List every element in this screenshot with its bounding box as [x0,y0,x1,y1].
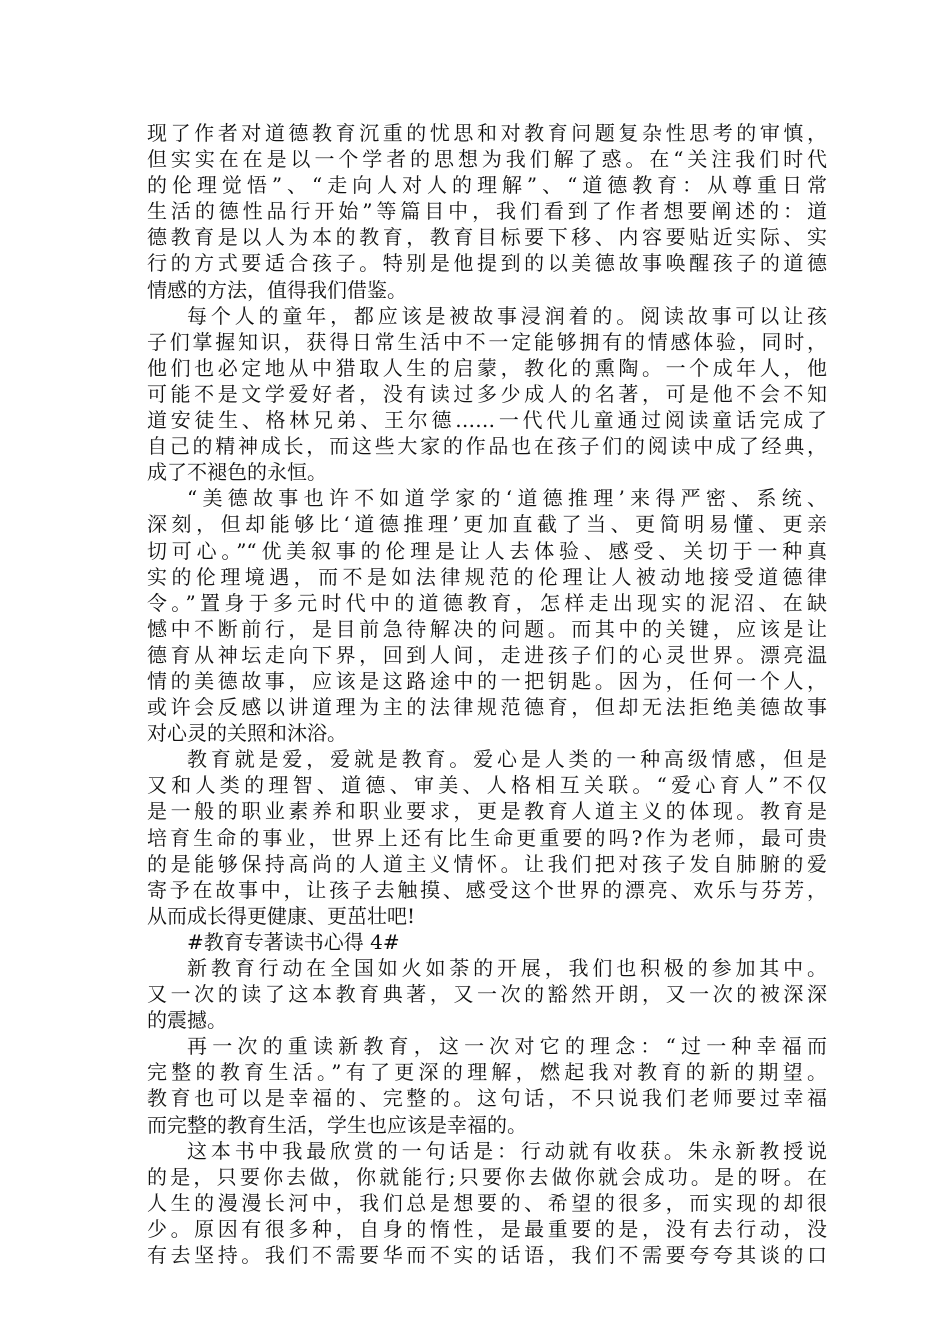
text-line: 人生的漫漫长河中，我们总是想要的、希望的很多，而实现的却很 [147,1190,827,1215]
paragraph [147,1138,827,1268]
text-line: 情感的方法，值得我们借鉴。 [147,277,407,302]
text-line: 寄予在故事中，让孩子去触摸、感受这个世界的漂亮、欢乐与芬芳， [147,877,827,902]
document-page [147,120,827,1268]
text-line: 培育生命的事业，世界上还有比生命更重要的吗?作为老师，最可贵 [147,825,827,850]
text-line: 成了不褪色的永恒。 [147,460,327,485]
text-line: #教育专著读书心得 4# [187,929,400,954]
text-line: 可能不是文学爱好者，没有读过多少成人的名著，可是他不会不知 [147,381,827,406]
text-line: 又和人类的理智、道德、审美、人格相互关联。“爱心育人”不仅 [147,773,827,798]
paragraph [147,485,827,746]
text-line: 子们掌握知识，获得日常生活中不一定能够拥有的情感体验，同时， [147,329,827,354]
text-line: 实的伦理境遇，而不是如法律规范的伦理让人被动地接受道德律 [147,564,827,589]
text-line: 生活的德性品行开始”等篇目中，我们看到了作者想要阐述的：道 [147,199,827,224]
paragraph [147,303,827,486]
text-line: 对心灵的关照和沐浴。 [147,721,347,746]
text-line: 教育也可以是幸福的、完整的。这句话，不只说我们老师要过幸福 [147,1086,827,1111]
text-line: 新教育行动在全国如火如荼的开展，我们也积极的参加其中。 [187,956,827,980]
text-line: 自己的精神成长，而这些大家的作品也在孩子们的阅读中成了经典， [147,434,827,459]
text-line: 教育就是爱，爱就是教育。爱心是人类的一种高级情感，但是 [187,747,827,772]
text-line: 的震撼。 [147,1008,227,1033]
text-line: 令。”置身于多元时代中的道德教育，怎样走出现实的泥沼、在缺 [147,590,827,615]
text-line: 又一次的读了这本教育典著，又一次的豁然开朗，又一次的被深深 [147,982,827,1007]
text-line: 现了作者对道德教育沉重的忧思和对教育问题复杂性思考的审慎， [147,121,827,145]
paragraph [147,120,827,303]
text-line: 或许会反感以讲道理为主的法律规范德育，但却无法拒绝美德故事 [147,695,827,720]
text-line: 的是能够保持高尚的人道主义情怀。让我们把对孩子发自肺腑的爱 [147,851,827,876]
text-line: “美德故事也许不如道学家的‘道德推理’来得严密、系统、 [187,486,827,511]
text-line: 这本书中我最欣赏的一句话是：行动就有收获。朱永新教授说 [187,1138,827,1163]
text-line: 的伦理觉悟”、“走向人对人的理解”、“道德教育：从尊重日常 [147,173,827,198]
text-line: 他们也必定地从中猎取人生的启蒙，教化的熏陶。一个成年人，他 [147,355,827,380]
paragraph [147,746,827,929]
paragraph [147,1033,827,1137]
text-line: 深刻，但却能够比‘道德推理’更加直截了当、更简明易懂、更亲 [147,512,827,537]
paragraph [147,955,827,1033]
text-line: 憾中不断前行，是目前急待解决的问题。而其中的关键，应该是让 [147,616,827,641]
text-line: 但实实在在是以一个学者的思想为我们解了惑。在“关注我们时代 [147,147,827,172]
text-line: 行的方式要适合孩子。特别是他提到的以美德故事唤醒孩子的道德 [147,251,827,276]
text-line: 德教育是以人为本的教育，教育目标要下移、内容要贴近实际、实 [147,225,827,250]
text-line: 情的美德故事，应该是这路途中的一把钥匙。因为，任何一个人， [147,668,827,693]
text-line: 德育从神坛走向下界，回到人间，走进孩子们的心灵世界。漂亮温 [147,642,827,667]
text-line: 每个人的童年，都应该是被故事浸润着的。阅读故事可以让孩 [187,303,827,328]
text-line: 的是，只要你去做，你就能行;只要你去做你就会成功。是的呀。在 [147,1164,827,1189]
text-line: 从而成长得更健康、更茁壮吧! [147,903,416,928]
text-line: 切可心。”“优美叙事的伦理是让人去体验、感受、关切于一种真 [147,538,827,563]
text-line: 而完整的教育生活，学生也应该是幸福的。 [147,1112,527,1137]
text-line: 道安徒生、格林兄弟、王尔德……一代代儿童通过阅读童话完成了 [147,408,827,433]
text-line: 再一次的重读新教育，这一次对它的理念：“过一种幸福而 [187,1034,827,1059]
text-line: 完整的教育生活。”有了更深的理解，燃起我对教育的新的期望。 [147,1060,827,1085]
text-line: 少。原因有很多种，自身的惰性，是最重要的是，没有去行动，没 [147,1216,827,1241]
text-line: 是一般的职业素养和职业要求，更是教育人道主义的体现。教育是 [147,799,827,824]
paragraph [147,929,827,955]
text-line: 有去坚持。我们不需要华而不实的话语，我们不需要夸夸其谈的口 [147,1243,827,1268]
